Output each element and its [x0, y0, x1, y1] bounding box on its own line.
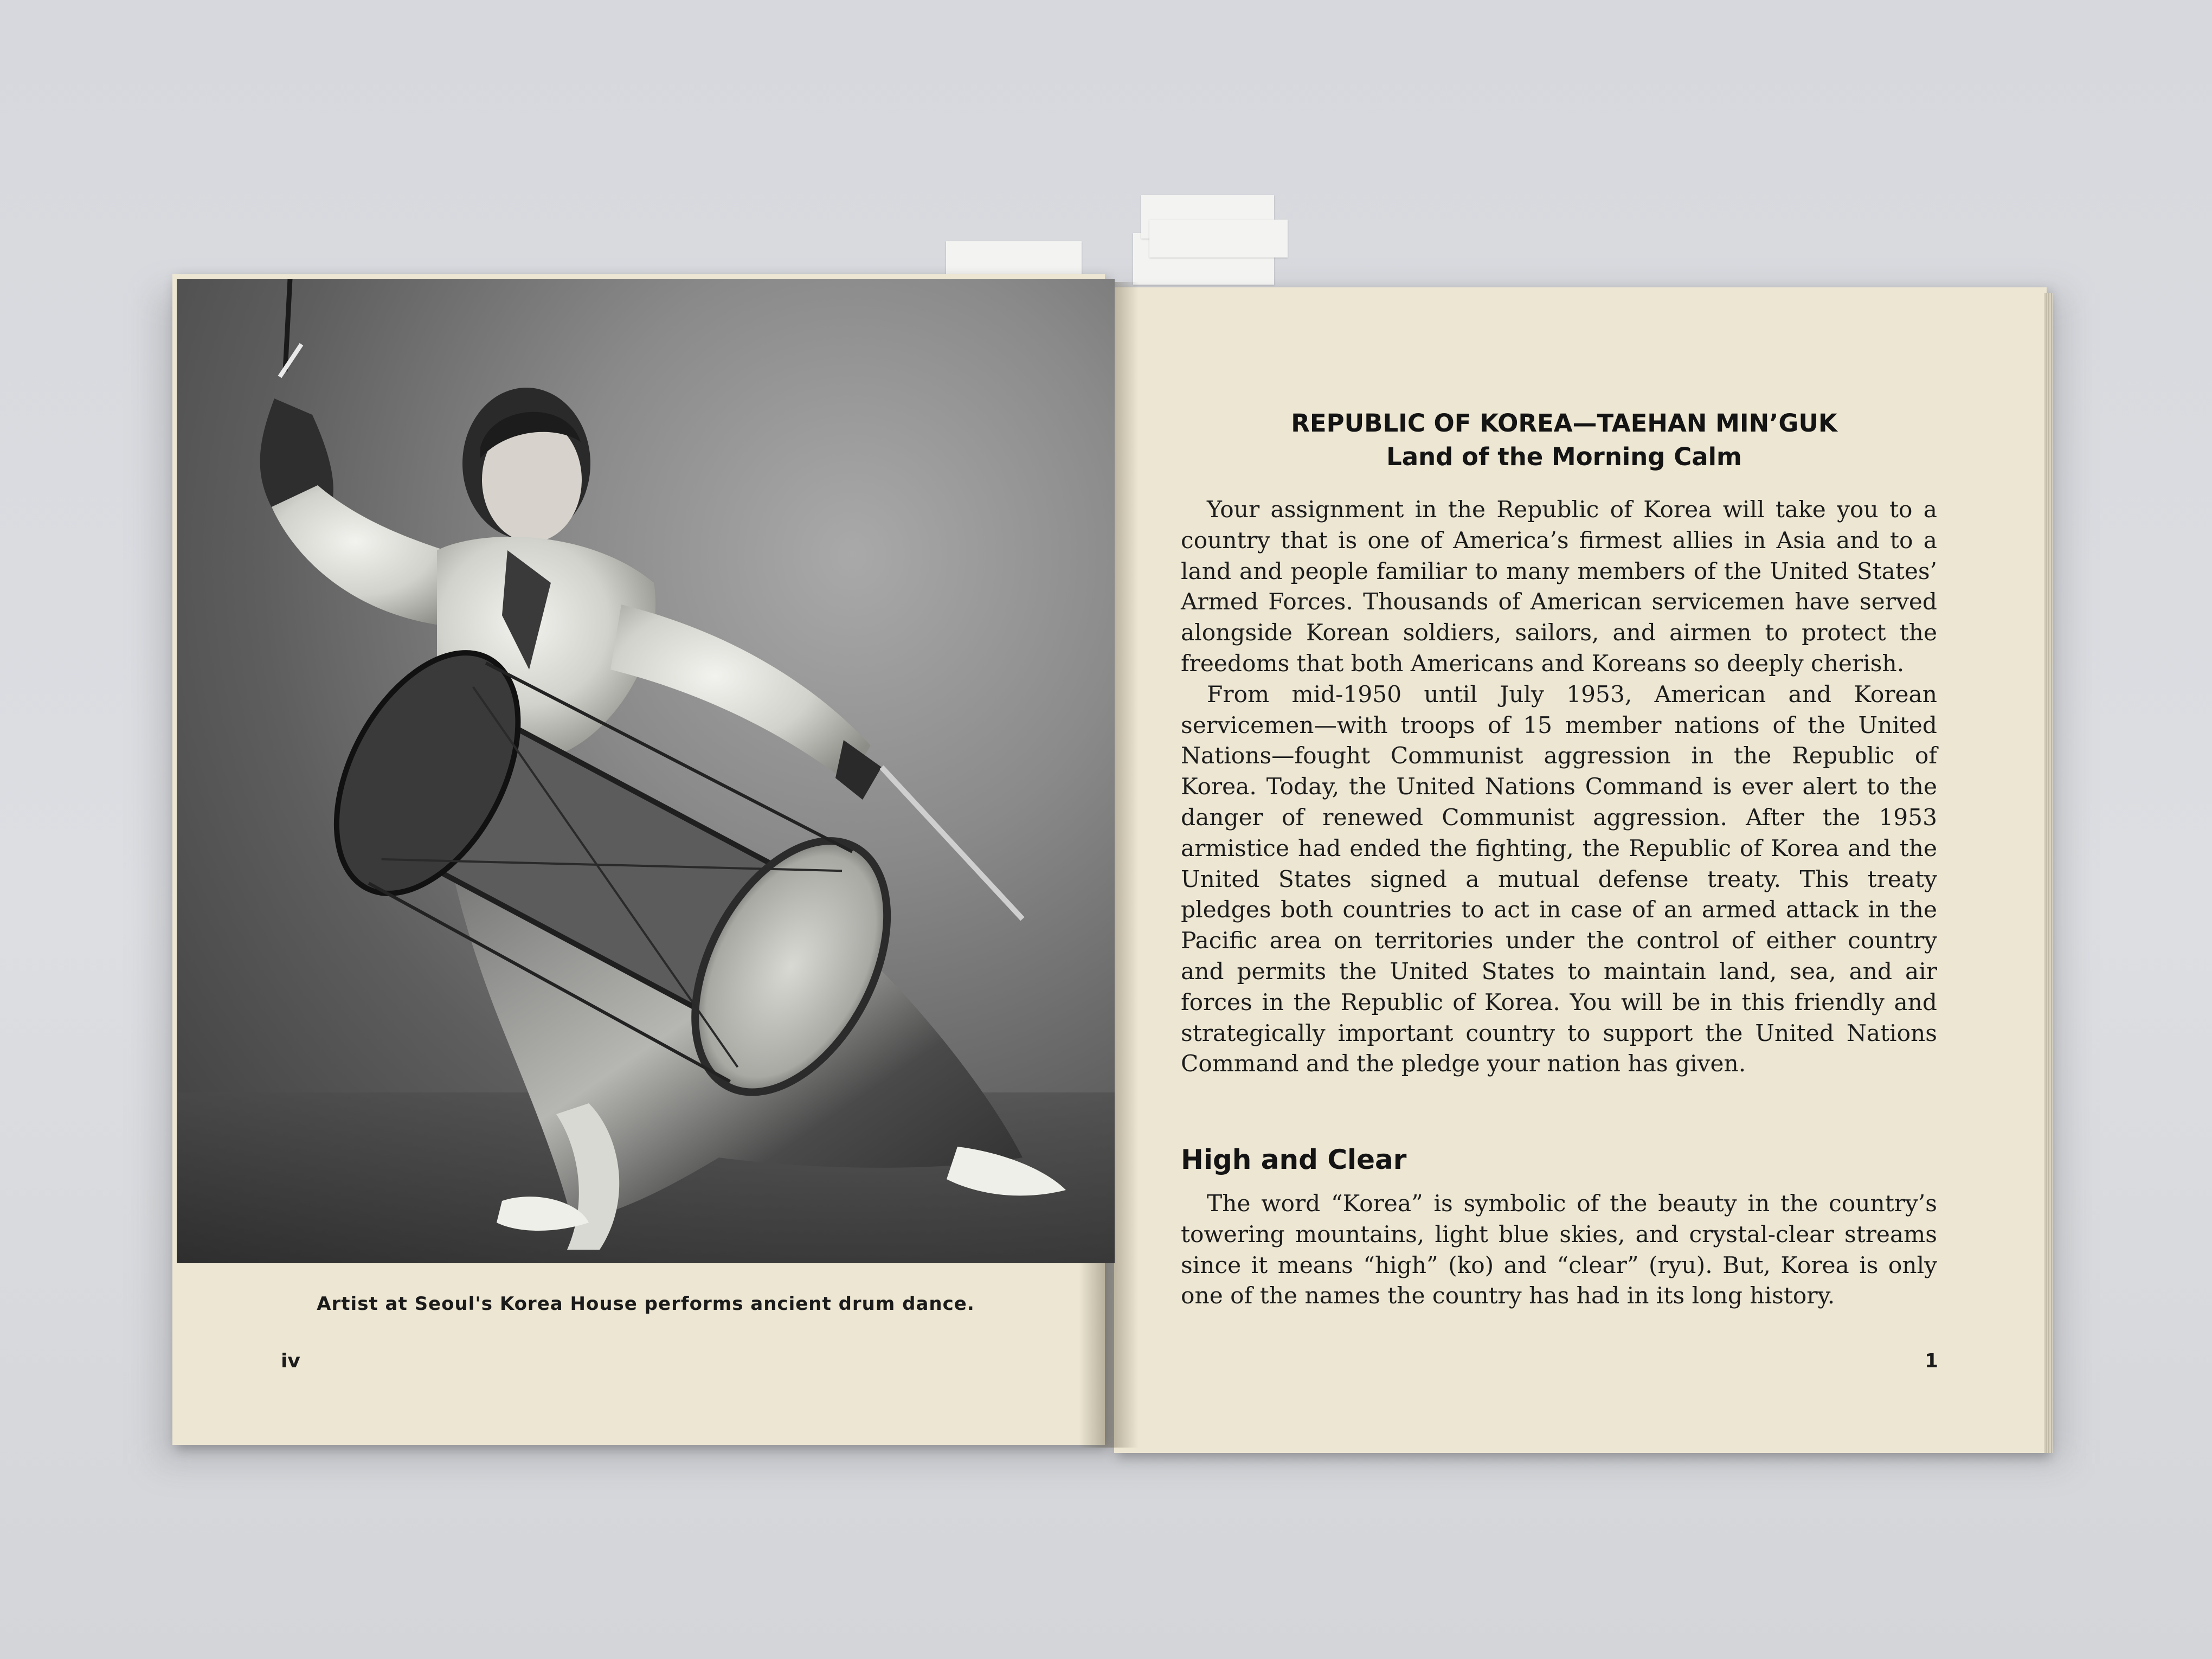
chapter-title-block [1182, 407, 1946, 474]
paragraph: Your assignment in the Republic of Korea will take you to a country that is one of America’s firmest allies in Asia and to a land and people familiar to many members of the United States’ Armed Forces. Thousands of American servicemen have served alongside Korean soldiers, sailors, and airmen to protect the freedoms that both Americans and Koreans so deeply cherish. [1181, 496, 1937, 677]
page-edges [2044, 293, 2053, 1453]
intro-text [1181, 494, 1937, 1079]
drum-dance-photo [177, 279, 1115, 1263]
section-heading: High and Clear [1181, 1144, 1407, 1175]
dancer-illustration [177, 279, 1115, 1263]
paragraph: From mid-1950 until July 1953, American and Korean servicemen—with troops of 15 member nations of the United Nations—fought Communist aggression in the Republic of Korea. Today, the United Nations Command is ever alert to the danger of renewed Communist aggression. After the 1953 armistice had ended the fighting, the Republic of Korea and the United States signed a mutual defense treaty. This treaty pledges both countries to act in case of an armed attack in the Pacific area on territories under the control of either country and permits the United States to maintain land, sea, and air forces in the Republic of Korea. You will be in this friendly and strategically important country to support the United Nations Command and the pledge your nation has given. [1181, 680, 1937, 1077]
paragraph: The word “Korea” is symbolic of the beauty in the country’s towering mountains, light blue skies, and crystal-clear streams since it means “high” (ko) and “clear” (ryu). But, Korea is only one of the names the country has had in its long history. [1181, 1190, 1937, 1309]
chapter-title: REPUBLIC OF KOREA—TAEHAN MIN’GUK [1291, 409, 1837, 438]
page-marker-tab [1149, 220, 1288, 258]
page-number-right: 1 [1925, 1350, 1939, 1372]
photo-caption: Artist at Seoul's Korea House performs ancient drum dance. [317, 1293, 975, 1315]
section-text [1181, 1188, 1937, 1311]
page-number-left: iv [281, 1350, 300, 1372]
chapter-subtitle: Land of the Morning Calm [1386, 442, 1742, 471]
